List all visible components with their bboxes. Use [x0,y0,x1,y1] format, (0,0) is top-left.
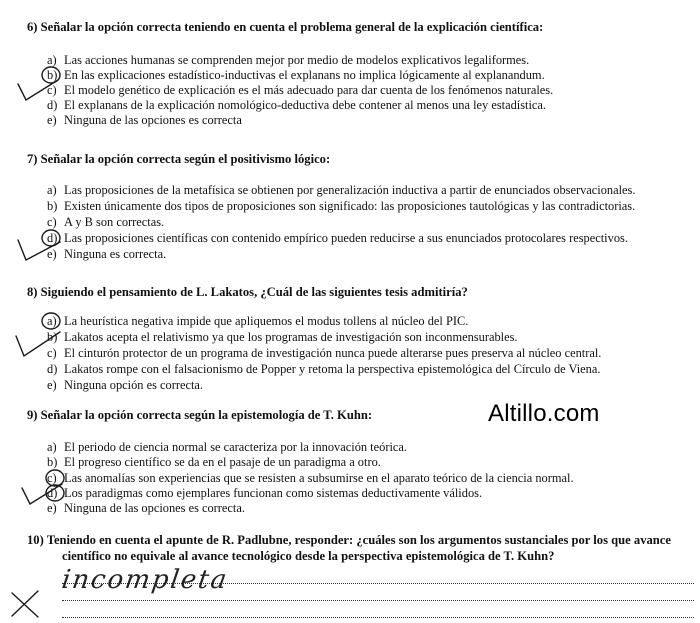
option-letter: b) [47,68,58,82]
option-letter: d) [47,486,58,500]
option-text: Las acciones humanas se comprenden mejor por medio de modelos explicativos legaliformes. [64,53,530,67]
option-text: El explanans de la explicación nomológico-deductiva debe contener al menos una ley estadística. [64,98,547,112]
option-letter: c) [47,83,57,97]
watermark-logo: Altillo.com [488,400,600,427]
option-letter: c) [47,346,57,360]
option-letter: b) [47,330,58,344]
question-6-title: 6) Señalar la opción correcta teniendo en cuenta el problema general de la explicación científica: [27,20,544,34]
option-text: La heurística negativa impide que apliquemos el modus tollens al núcleo del PIC. [64,314,469,328]
checkmark-icon [16,332,60,356]
option-letter: c) [47,215,57,229]
checkmark-icon [18,240,60,260]
option-letter: d) [47,231,58,245]
option-text: Los paradigmas como ejemplares funcionan como sistemas deductivamente válidos. [64,486,483,500]
option-text: El periodo de ciencia normal se caracteriza por la innovación teórica. [64,440,407,454]
option-text: Ninguna de las opciones es correcta [64,113,242,127]
option-text: Las proposiciones científicas con contenido empírico pueden reducirse a sus enunciados protocolares respectivos. [64,231,628,245]
option-text: En las explicaciones estadístico-inductivas el explanans no implica lógicamente al explanandum. [64,68,545,82]
selection-circle-icon [42,313,60,329]
option-text: Ninguna opción es correcta. [64,378,203,392]
option-text: Las proposiciones de la metafísica se obtienen por generalización inductiva a partir de enunciados observacionales. [64,183,636,197]
option-text: El cinturón protector de un programa de investigación nunca puede alterarse pues preserva al núcleo central. [64,346,602,360]
option-text: A y B son correctas. [64,215,165,229]
option-text: Lakatos acepta el relativismo ya que los programas de investigación son inconmensurables. [64,330,518,344]
option-letter: b) [47,455,58,469]
option-letter: b) [47,199,58,213]
option-text: El progreso científico se da en el pasaje de un paradigma a otro. [64,455,381,469]
option-letter: a) [47,183,57,197]
option-text: Ninguna de las opciones es correcta. [64,501,245,515]
question-7-title: 7) Señalar la opción correcta según el positivismo lógico: [27,152,331,166]
option-text: Ninguna es correcta. [64,247,167,261]
question-10-title-line2: científico no equivale al avance tecnológico desde la perspectiva epistemológica de T. Kuhn? [62,549,555,563]
option-letter: a) [47,53,57,67]
checkmark-icon [18,80,58,100]
question-10-title-line1: 10) Teniendo en cuenta el apunte de R. Padlubne, responder: ¿cuáles son los argumentos sustanciales por los que avance [27,533,671,547]
option-letter: c) [47,471,57,485]
option-letter: d) [47,362,58,376]
option-text: Existen únicamente dos tipos de proposiciones son significado: las proposiciones tautológicas y las contradictorias. [64,199,636,213]
option-letter: e) [47,501,57,515]
option-text: Las anomalías son experiencias que se resisten a subsumirse en el aparato teórico de la ciencia normal. [64,471,574,485]
option-letter: a) [47,314,57,328]
option-text: El modelo genético de explicación es el más adecuado para dar cuenta de los fenómenos naturales. [64,83,554,97]
option-letter: e) [47,113,57,127]
option-letter: d) [47,98,58,112]
option-letter: e) [47,378,57,392]
cross-icon [12,591,38,617]
selection-circle-icon [46,470,64,486]
question-9-title: 9) Señalar la opción correcta según la epistemología de T. Kuhn: [27,408,373,422]
option-letter: e) [47,247,57,261]
option-text: Lakatos rompe con el falsacionismo de Popper y retoma la perspectiva epistemológica del Círculo de Viena. [64,362,601,376]
handwritten-answer: incompleta [59,565,231,595]
option-letter: a) [47,440,57,454]
question-8-title: 8) Siguiendo el pensamiento de L. Lakatos, ¿Cuál de las siguientes tesis admitiría? [27,285,468,299]
